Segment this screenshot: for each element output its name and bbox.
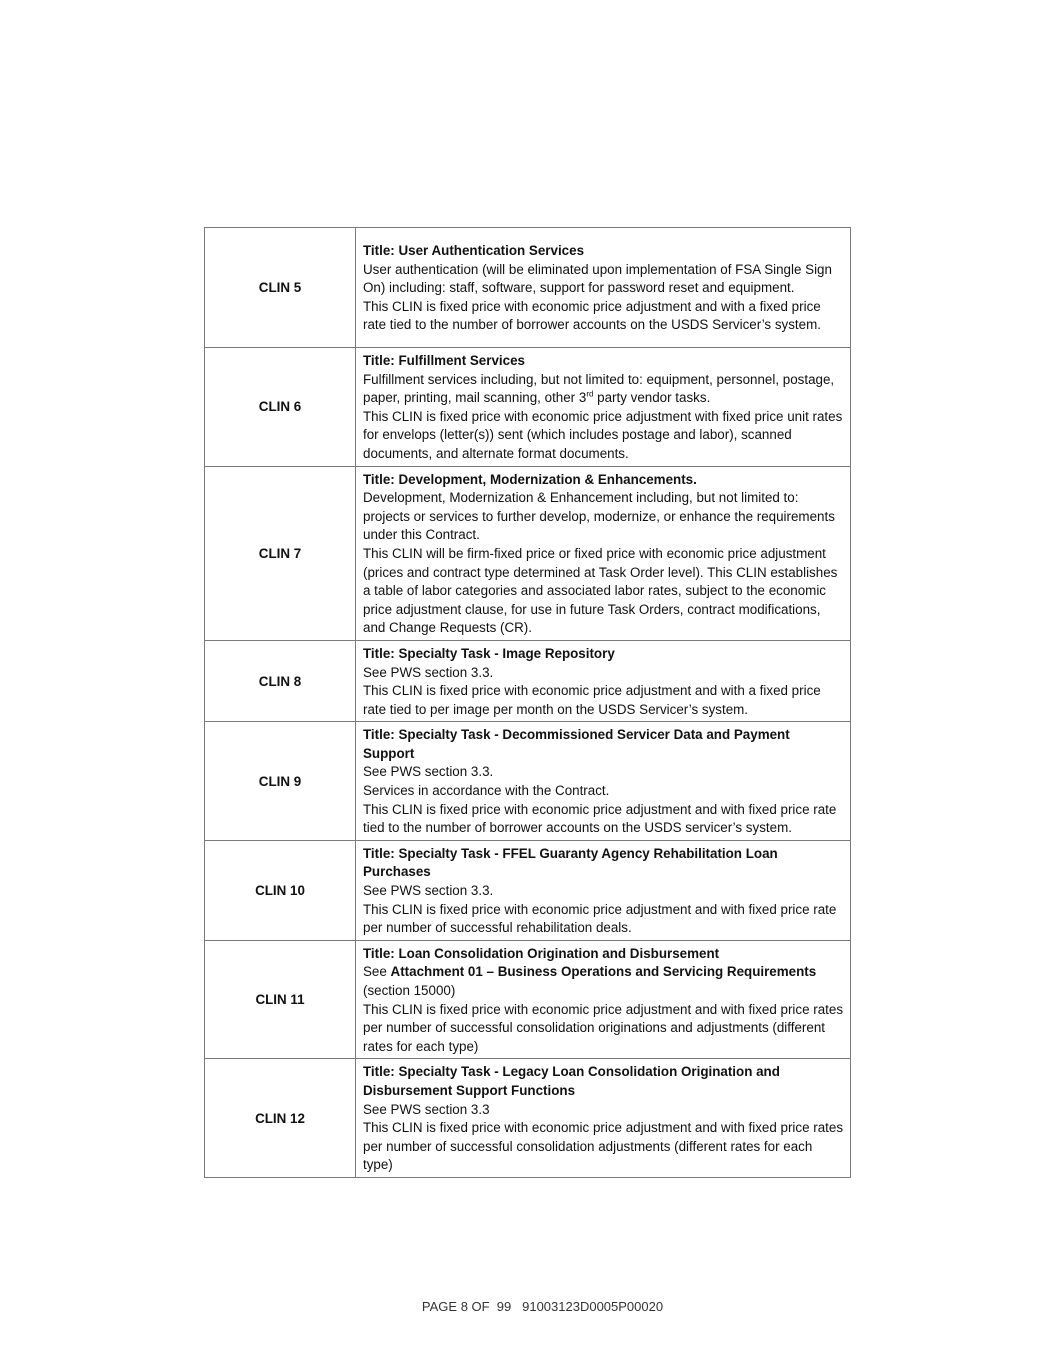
clin-text: See PWS section 3.3. [363,883,494,899]
clin-description [356,640,851,721]
clin-text: This CLIN is fixed price with economic price adjustment and with a fixed price rate tied to the number of borrower accounts on the USDS Servicer’s system. [363,298,821,333]
clin-text-part: party vendor tasks. [593,390,711,406]
clin-title: Title: Specialty Task - Decommissioned Servicer Data and Payment Support [363,727,790,761]
clin-title: Title: Specialty Task - FFEL Guaranty Agency Rehabilitation Loan Purchases [363,845,778,880]
table-row [205,348,851,467]
clin-number: CLIN 9 [205,722,356,841]
clin-text: This CLIN is fixed price with economic price adjustment and with fixed price rates per number of successful consolidation originations and adjustments (different rates for each type) [363,1001,844,1054]
clin-text: User authentication (will be eliminated upon implementation of FSA Single Sign On) including: staff, software, support for password reset and equipment. [363,261,832,296]
clin-text: See PWS section 3.3. [363,764,494,780]
clin-title: Title: Development, Modernization & Enhancements. [363,471,697,487]
clin-description [356,466,851,640]
page-footer: PAGE 8 OF 99 91003123D0005P00020 [421,1299,664,1314]
table-row [205,640,851,721]
clin-text: Services in accordance with the Contract. [363,783,610,799]
superscript: rd [586,389,594,399]
clin-number: CLIN 7 [205,466,356,640]
clin-title: Title: Loan Consolidation Origination and Disbursement [363,945,720,961]
clin-number: CLIN 5 [205,228,356,348]
clin-description [356,722,851,841]
table-row [205,722,851,841]
clin-number: CLIN 6 [205,348,356,467]
clin-text: This CLIN will be firm-fixed price or fixed price with economic price adjustment (prices and contract type determined at Task Order level). This CLIN establishes a table of labor categories and associated labor rates, subject to the economic price adjustment clause, for use in future Task Orders, contract modifications, and Change Requests (CR). [363,545,838,636]
table-row [205,940,851,1059]
clin-number: CLIN 10 [205,840,356,940]
clin-text: See PWS section 3.3 [363,1101,490,1117]
clin-title: Title: User Authentication Services [363,243,585,259]
clin-description [356,1059,851,1178]
clin-number: CLIN 12 [205,1059,356,1178]
clin-text: See PWS section 3.3. [363,664,494,680]
clin-text: This CLIN is fixed price with economic price adjustment and with fixed price rate per number of successful rehabilitation deals. [363,901,837,936]
clin-text [363,963,844,1000]
clin-description [356,228,851,348]
clin-text: This CLIN is fixed price with economic price adjustment and with a fixed price rate tied to per image per month on the USDS Servicer’s system. [363,683,821,717]
clin-text: This CLIN is fixed price with economic price adjustment and with fixed price rate tied to the number of borrower accounts on the USDS servicer’s system. [363,801,837,836]
clin-text: Development, Modernization & Enhancement including, but not limited to: projects or services to further develop, modernize, or enhance the requirements under this Contract. [363,490,835,543]
table-row [205,840,851,940]
clin-description [356,840,851,940]
table-row [205,466,851,640]
clin-text: This CLIN is fixed price with economic price adjustment and with fixed price rates per number of successful consolidation adjustments (different rates for each type) [363,1120,844,1173]
clin-text-part: (section 15000) [363,983,456,998]
table-row [205,1059,851,1178]
clin-title: Title: Specialty Task - Legacy Loan Consolidation Origination and Disbursement Support Functions [363,1064,780,1098]
clin-title: Title: Specialty Task - Image Repository [363,645,615,661]
attachment-reference: Attachment 01 – Business Operations and Servicing Requirements [390,964,817,980]
clin-title: Title: Fulfillment Services [363,353,525,368]
clin-table [204,227,851,1178]
clin-text [363,371,844,408]
clin-text: This CLIN is fixed price with economic price adjustment with fixed price unit rates for envelops (letter(s)) sent (which includes postage and labor), scanned documents, and alternate format documents. [363,408,843,461]
table-row [205,228,851,348]
clin-number: CLIN 8 [205,640,356,721]
clin-text-part: See [363,964,391,980]
clin-description [356,348,851,467]
clin-text-part: Fulfillment services including, but not limited to: equipment, personnel, postage, paper, printing, mail scanning, other 3 [363,371,835,406]
clin-description [356,940,851,1059]
clin-number: CLIN 11 [205,940,356,1059]
